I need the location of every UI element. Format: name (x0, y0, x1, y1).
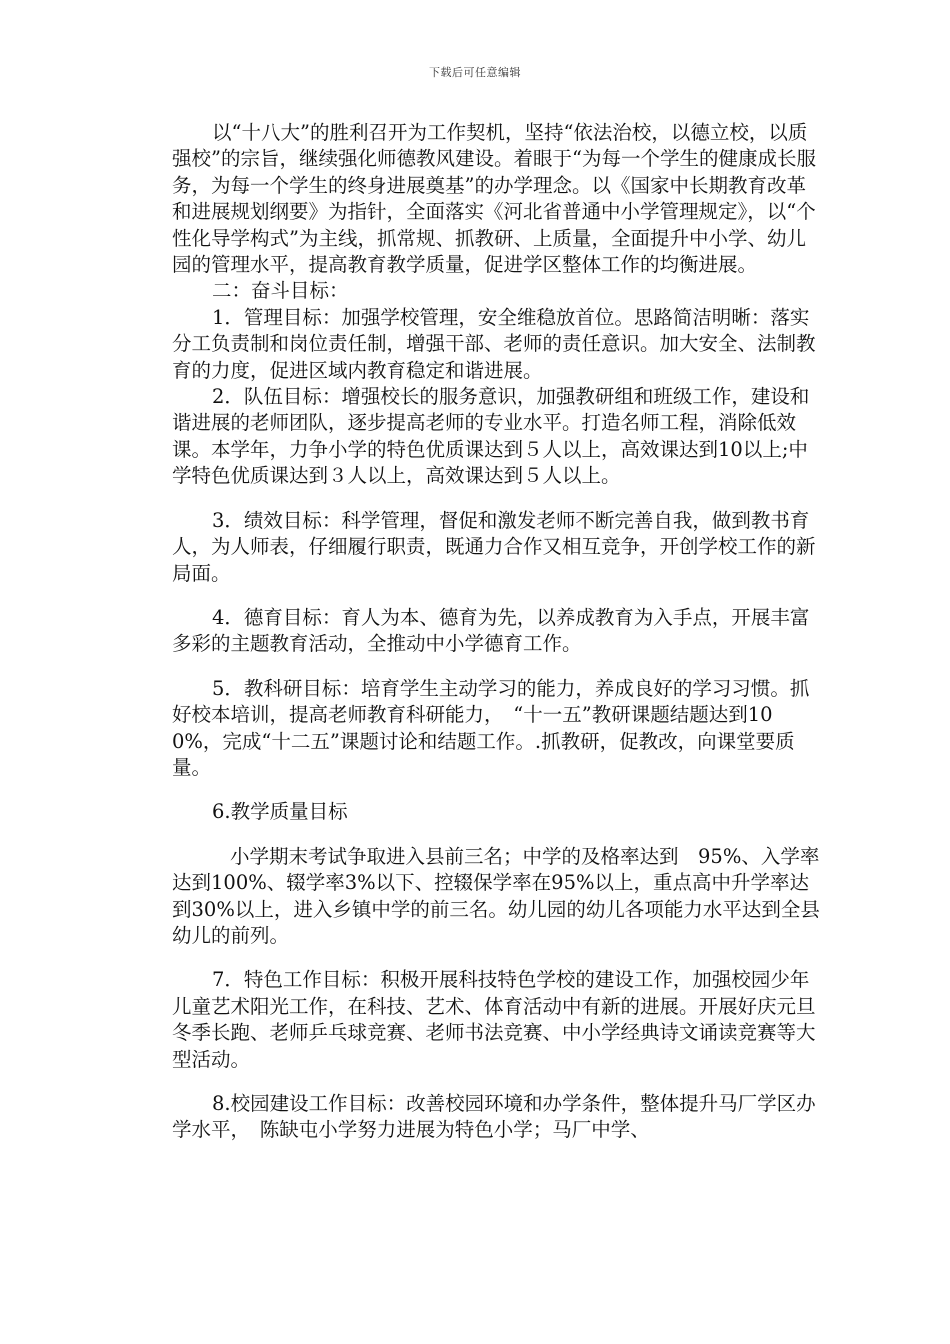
goal-management: 1．管理目标：加强学校管理，安全维稳放首位。思路简洁明晰：落实分工负责制和岗位责任制，增强干部、老师的责任意识。加大安全、法制教育的力度，促进区域内教育稳定和谐进展。 (172, 305, 816, 382)
goal-research: 5．教科研目标：培育学生主动学习的能力，养成良好的学习习惯。抓好校本培训，提高老师教育科研能力， “十一五”教研课题结题达到100%，完成“十二五”课题讨论和结题工作。.抓教研，促教改，向课堂要质量。 (172, 676, 810, 779)
page-header-note: 下载后可任意编辑 (429, 66, 521, 79)
goal-campus-construction: 8.校园建设工作目标：改善校园环境和办学条件，整体提升马厂学区办学水平， 陈缺屯小学努力进展为特色小学；马厂中学、 (172, 1092, 816, 1142)
goal-moral-education: 4．德育目标：育人为本、德育为先，以养成教育为入手点，开展丰富多彩的主题教育活动，全推动中小学德育工作。 (172, 605, 810, 656)
section-heading: 二：奋斗目标： (212, 279, 349, 303)
goal-special-work: 7．特色工作目标：积极开展科技特色学校的建设工作，加强校园少年儿童艺术阳光工作，在科技、艺术、体育活动中有新的进展。开展好庆元旦冬季长跑、老师乒乓球竞赛、老师书法竞赛、中小学经典诗文诵读竞赛等大型活动。 (172, 968, 816, 1071)
document-body (172, 120, 822, 1144)
goal-quality-heading: 6.教学质量目标 (212, 800, 348, 824)
goal-quality-detail: 小学期末考试争取进入县前三名；中学的及格率达到 95%、入学率达到100%、辍学率3%以下、控辍保学率在95%以上，重点高中升学率达到30%以上，进入乡镇中学的前三名。幼儿园的幼儿各项能力水平达到全县幼儿的前列。 (172, 844, 820, 947)
goal-team: 2．队伍目标：增强校长的服务意识，加强教研组和班级工作，建设和谐进展的老师团队，逐步提高老师的专业水平。打造名师工程，消除低效课。本学年，力争小学的特色优质课达到５人以上，高效课达到10以上;中学特色优质课达到３人以上，高效课达到５人以上。 (172, 385, 810, 488)
intro-paragraph: 以“十八大”的胜利召开为工作契机，坚持“依法治校，以德立校，以质强校”的宗旨，继续强化师德教风建设。着眼于“为每一个学生的健康成长服务，为每一个学生的终身进展奠基”的办学理念。以《国家中长期教育改革和进展规划纲要》为指针，全面落实《河北省普通中小学管理规定》，以“个性化导学构式”为主线，抓常规、抓教研、上质量，全面提升中小学、幼儿园的管理水平，提高教育教学质量，促进学区整体工作的均衡进展。 (172, 121, 816, 277)
goal-performance: 3．绩效目标：科学管理，督促和激发老师不断完善自我，做到教书育人，为人师表，仔细履行职责，既通力合作又相互竞争，开创学校工作的新局面。 (172, 508, 816, 585)
